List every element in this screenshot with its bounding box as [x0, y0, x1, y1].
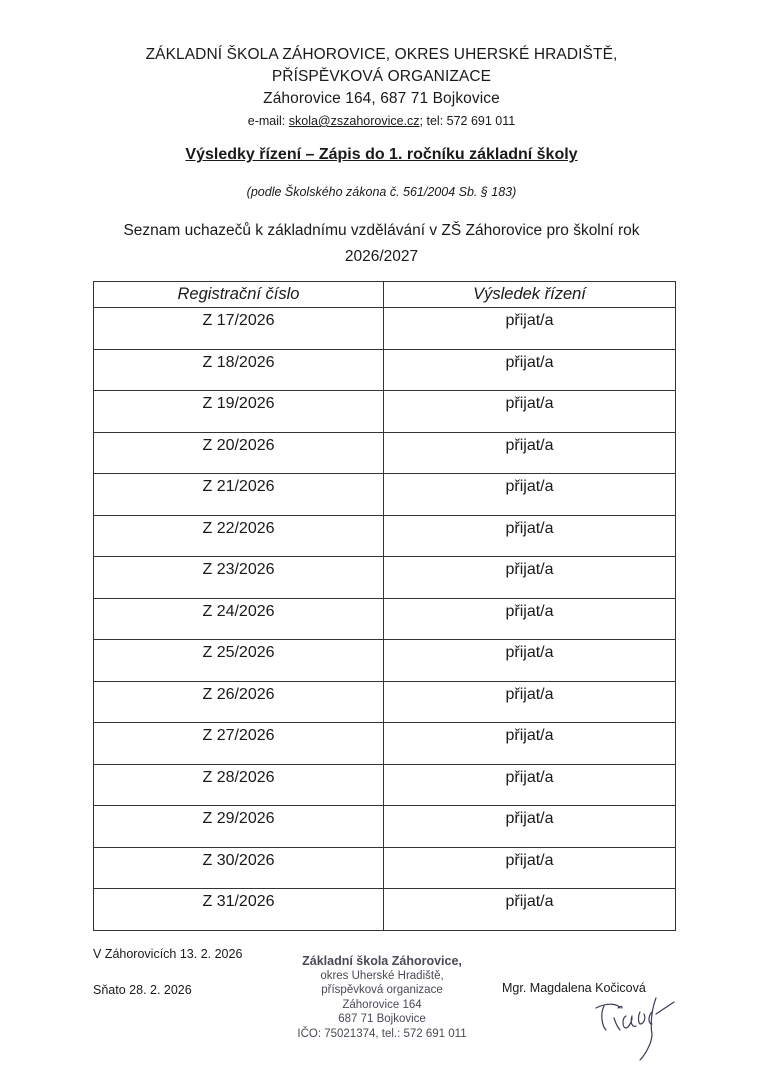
stamp-district: okres Uherské Hradiště,	[320, 969, 444, 982]
result-value: přijat/a	[384, 515, 676, 557]
stamp-city: 687 71 Bojkovice	[338, 1013, 426, 1025]
table-header-row	[94, 282, 676, 308]
result-value: přijat/a	[384, 723, 676, 765]
table-row	[94, 889, 676, 931]
intro-text	[0, 218, 763, 270]
result-value: přijat/a	[384, 474, 676, 516]
registration-number: Z 26/2026	[94, 681, 384, 723]
registration-number: Z 23/2026	[94, 557, 384, 599]
email-link[interactable]: skola@zszahorovice.cz	[288, 114, 420, 128]
registration-number: Z 31/2026	[94, 889, 384, 931]
table-row	[94, 349, 676, 391]
school-name-line1: ZÁKLADNÍ ŠKOLA ZÁHOROVICE, OKRES UHERSKÉ HRADIŠTĚ,	[145, 46, 618, 63]
result-value: přijat/a	[384, 391, 676, 433]
header-result: Výsledek řízení	[384, 282, 676, 308]
email-label: e-mail:	[247, 114, 286, 128]
table-row	[94, 391, 676, 433]
intro-line2: 2026/2027	[344, 248, 419, 265]
result-value: přijat/a	[384, 806, 676, 848]
table-row	[94, 723, 676, 765]
registration-number: Z 21/2026	[94, 474, 384, 516]
signer-name: Mgr. Magdalena Kočicová	[502, 981, 646, 995]
result-value: přijat/a	[384, 640, 676, 682]
registration-number: Z 20/2026	[94, 432, 384, 474]
stamp-school-name: Základní škola Záhorovice,	[302, 954, 462, 968]
handwritten-signature	[594, 994, 694, 1066]
table-row	[94, 806, 676, 848]
table-row	[94, 681, 676, 723]
registration-number: Z 19/2026	[94, 391, 384, 433]
document-title: Výsledky řízení – Zápis do 1. ročníku základní školy	[185, 146, 578, 163]
registration-number: Z 18/2026	[94, 349, 384, 391]
school-name-line2: PŘÍSPĚVKOVÁ ORGANIZACE	[271, 68, 492, 85]
table-row	[94, 847, 676, 889]
result-value: přijat/a	[384, 432, 676, 474]
legal-reference: (podle Školského zákona č. 561/2004 Sb. § 183)	[246, 185, 517, 199]
place-and-date: V Záhorovicích 13. 2. 2026	[93, 947, 243, 961]
registration-number: Z 22/2026	[94, 515, 384, 557]
table-row	[94, 308, 676, 350]
result-value: přijat/a	[384, 349, 676, 391]
registration-number: Z 24/2026	[94, 598, 384, 640]
table-row	[94, 598, 676, 640]
table-row	[94, 432, 676, 474]
phone-text: ; tel: 572 691 011	[419, 114, 516, 128]
registration-number: Z 30/2026	[94, 847, 384, 889]
registration-number: Z 25/2026	[94, 640, 384, 682]
result-value: přijat/a	[384, 557, 676, 599]
result-value: přijat/a	[384, 764, 676, 806]
school-header	[0, 44, 763, 130]
table-row	[94, 474, 676, 516]
table-row	[94, 557, 676, 599]
result-value: přijat/a	[384, 889, 676, 931]
table-row	[94, 640, 676, 682]
registration-number: Z 27/2026	[94, 723, 384, 765]
table-row	[94, 764, 676, 806]
school-stamp	[292, 954, 472, 1041]
stamp-org-type: příspěvková organizace	[321, 984, 443, 996]
result-value: přijat/a	[384, 308, 676, 350]
intro-line1: Seznam uchazečů k základnímu vzdělávání v ZŠ Záhorovice pro školní rok	[123, 222, 640, 239]
table-row	[94, 515, 676, 557]
registration-number: Z 29/2026	[94, 806, 384, 848]
school-address: Záhorovice 164, 687 71 Bojkovice	[263, 90, 500, 107]
stamp-ico-phone: IČO: 75021374, tel.: 572 691 011	[297, 1027, 467, 1040]
result-value: přijat/a	[384, 598, 676, 640]
signature-stroke	[596, 998, 674, 1060]
stamp-street: Záhorovice 164	[342, 998, 422, 1011]
registration-number: Z 17/2026	[94, 308, 384, 350]
registration-number: Z 28/2026	[94, 764, 384, 806]
school-contact	[0, 112, 763, 130]
removed-date: Sňato 28. 2. 2026	[93, 983, 192, 997]
result-value: přijat/a	[384, 847, 676, 889]
result-value: přijat/a	[384, 681, 676, 723]
results-table	[93, 281, 676, 931]
header-registration-number: Registrační číslo	[94, 282, 384, 308]
